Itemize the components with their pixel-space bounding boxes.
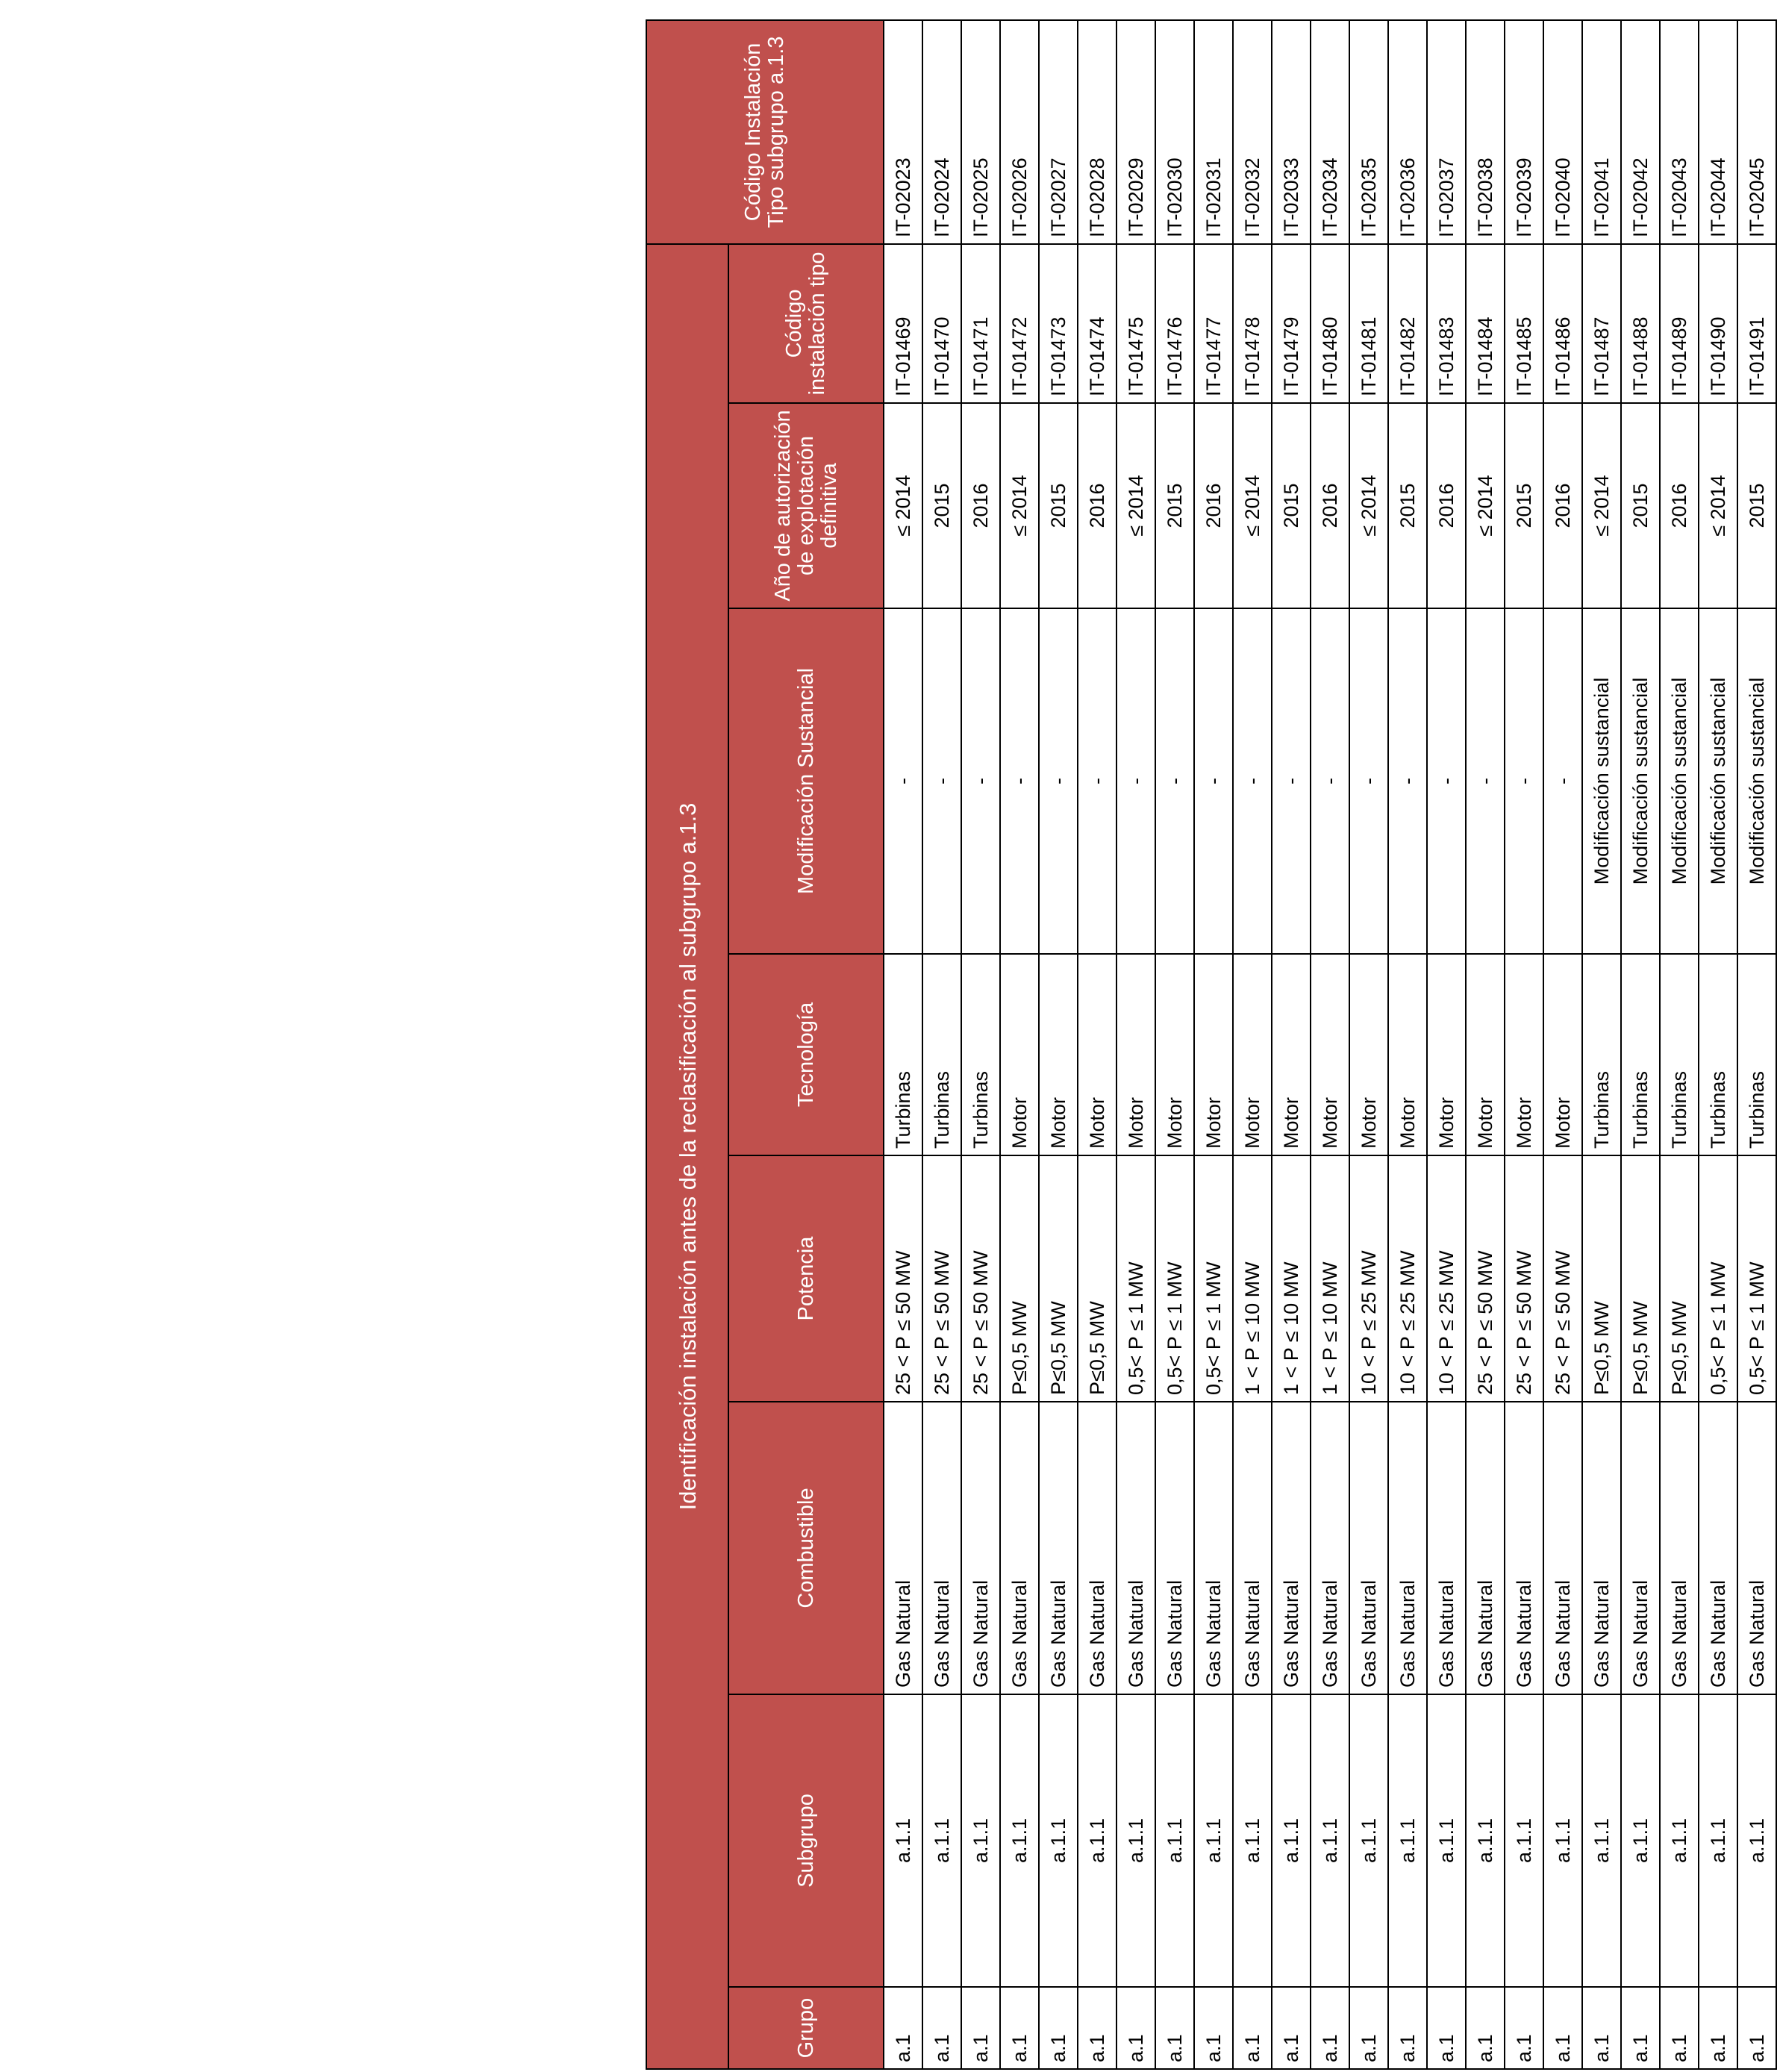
cell-modificacion: -: [1505, 608, 1543, 954]
cell-subgrupo: a.1.1: [961, 1694, 1000, 1987]
cell-codigo-tipo: IT-01475: [1117, 244, 1155, 403]
table-row: [1039, 20, 1078, 2069]
cell-potencia: P≤0,5 MW: [1078, 1155, 1117, 1402]
cell-tecnologia: Motor: [1000, 954, 1039, 1155]
cell-anio: 2016: [1543, 403, 1582, 608]
cell-modificacion: -: [1272, 608, 1311, 954]
header-anio: Año de autorización de explotación definitiva: [728, 403, 884, 608]
cell-combustible: Gas Natural: [1660, 1402, 1699, 1694]
cell-codigo-subgrupo: IT-02038: [1466, 20, 1505, 244]
cell-codigo-subgrupo: IT-02045: [1737, 20, 1776, 244]
cell-codigo-tipo: IT-01476: [1155, 244, 1194, 403]
table-body: [884, 20, 1776, 2069]
cell-subgrupo: a.1.1: [1155, 1694, 1194, 1987]
cell-tecnologia: Turbinas: [1582, 954, 1621, 1155]
cell-tecnologia: Turbinas: [884, 954, 922, 1155]
cell-anio: 2015: [922, 403, 961, 608]
cell-codigo-tipo: IT-01482: [1388, 244, 1427, 403]
cell-grupo: a.1: [1621, 1987, 1660, 2069]
cell-combustible: Gas Natural: [1427, 1402, 1466, 1694]
cell-subgrupo: a.1.1: [1388, 1694, 1427, 1987]
cell-combustible: Gas Natural: [1000, 1402, 1039, 1694]
table-row: [1621, 20, 1660, 2069]
cell-codigo-tipo: IT-01472: [1000, 244, 1039, 403]
cell-combustible: Gas Natural: [1194, 1402, 1233, 1694]
cell-codigo-subgrupo: IT-02030: [1155, 20, 1194, 244]
cell-grupo: a.1: [1505, 1987, 1543, 2069]
cell-codigo-subgrupo: IT-02024: [922, 20, 961, 244]
cell-tecnologia: Motor: [1272, 954, 1311, 1155]
cell-tecnologia: Motor: [1117, 954, 1155, 1155]
cell-codigo-tipo: IT-01474: [1078, 244, 1117, 403]
cell-potencia: 1 < P ≤ 10 MW: [1311, 1155, 1349, 1402]
cell-codigo-subgrupo: IT-02032: [1233, 20, 1272, 244]
cell-potencia: 25 < P ≤ 50 MW: [1543, 1155, 1582, 1402]
cell-codigo-tipo: IT-01473: [1039, 244, 1078, 403]
cell-anio: ≤ 2014: [1233, 403, 1272, 608]
cell-grupo: a.1: [1000, 1987, 1039, 2069]
cell-potencia: 25 < P ≤ 50 MW: [961, 1155, 1000, 1402]
cell-codigo-subgrupo: IT-02023: [884, 20, 922, 244]
cell-subgrupo: a.1.1: [1427, 1694, 1466, 1987]
cell-combustible: Gas Natural: [1582, 1402, 1621, 1694]
cell-codigo-tipo: IT-01491: [1737, 244, 1776, 403]
table-row: [1660, 20, 1699, 2069]
reclassification-table: [646, 19, 1777, 2070]
cell-potencia: 25 < P ≤ 50 MW: [1466, 1155, 1505, 1402]
cell-codigo-tipo: IT-01483: [1427, 244, 1466, 403]
rotated-table-container: [646, 21, 1768, 2070]
cell-anio: 2015: [1737, 403, 1776, 608]
cell-anio: 2015: [1505, 403, 1543, 608]
cell-codigo-tipo: IT-01471: [961, 244, 1000, 403]
cell-codigo-subgrupo: IT-02036: [1388, 20, 1427, 244]
cell-codigo-tipo: IT-01484: [1466, 244, 1505, 403]
header-subgrupo: Subgrupo: [728, 1694, 884, 1987]
cell-tecnologia: Motor: [1543, 954, 1582, 1155]
cell-potencia: 25 < P ≤ 50 MW: [884, 1155, 922, 1402]
cell-subgrupo: a.1.1: [1349, 1694, 1388, 1987]
cell-tecnologia: Turbinas: [1660, 954, 1699, 1155]
cell-codigo-subgrupo: IT-02041: [1582, 20, 1621, 244]
cell-anio: 2015: [1621, 403, 1660, 608]
cell-combustible: Gas Natural: [1388, 1402, 1427, 1694]
cell-subgrupo: a.1.1: [1078, 1694, 1117, 1987]
cell-potencia: 25 < P ≤ 50 MW: [922, 1155, 961, 1402]
cell-combustible: Gas Natural: [884, 1402, 922, 1694]
cell-combustible: Gas Natural: [1543, 1402, 1582, 1694]
cell-codigo-subgrupo: IT-02028: [1078, 20, 1117, 244]
cell-grupo: a.1: [884, 1987, 922, 2069]
cell-grupo: a.1: [1311, 1987, 1349, 2069]
cell-tecnologia: Motor: [1388, 954, 1427, 1155]
cell-combustible: Gas Natural: [922, 1402, 961, 1694]
cell-combustible: Gas Natural: [1466, 1402, 1505, 1694]
cell-combustible: Gas Natural: [961, 1402, 1000, 1694]
cell-codigo-tipo: IT-01485: [1505, 244, 1543, 403]
cell-codigo-subgrupo: IT-02043: [1660, 20, 1699, 244]
cell-subgrupo: a.1.1: [1543, 1694, 1582, 1987]
cell-grupo: a.1: [1699, 1987, 1737, 2069]
cell-combustible: Gas Natural: [1699, 1402, 1737, 1694]
cell-subgrupo: a.1.1: [1737, 1694, 1776, 1987]
cell-codigo-tipo: IT-01477: [1194, 244, 1233, 403]
table-row: [1117, 20, 1155, 2069]
cell-combustible: Gas Natural: [1039, 1402, 1078, 1694]
cell-modificacion: -: [1311, 608, 1349, 954]
cell-combustible: Gas Natural: [1311, 1402, 1349, 1694]
cell-modificacion: -: [1117, 608, 1155, 954]
cell-subgrupo: a.1.1: [1272, 1694, 1311, 1987]
cell-combustible: Gas Natural: [1272, 1402, 1311, 1694]
table-row: [1078, 20, 1117, 2069]
cell-codigo-subgrupo: IT-02042: [1621, 20, 1660, 244]
table-row: [1155, 20, 1194, 2069]
cell-tecnologia: Motor: [1466, 954, 1505, 1155]
cell-codigo-tipo: IT-01480: [1311, 244, 1349, 403]
cell-codigo-subgrupo: IT-02039: [1505, 20, 1543, 244]
cell-anio: 2015: [1155, 403, 1194, 608]
table-row: [884, 20, 922, 2069]
cell-potencia: 10 < P ≤ 25 MW: [1388, 1155, 1427, 1402]
cell-anio: 2015: [1039, 403, 1078, 608]
cell-codigo-subgrupo: IT-02027: [1039, 20, 1078, 244]
table-row: [1349, 20, 1388, 2069]
cell-combustible: Gas Natural: [1349, 1402, 1388, 1694]
cell-modificacion: -: [922, 608, 961, 954]
cell-modificacion: -: [1233, 608, 1272, 954]
cell-anio: ≤ 2014: [1582, 403, 1621, 608]
cell-potencia: 0,5< P ≤ 1 MW: [1117, 1155, 1155, 1402]
cell-codigo-tipo: IT-01470: [922, 244, 961, 403]
cell-modificacion: -: [1155, 608, 1194, 954]
cell-anio: 2015: [1388, 403, 1427, 608]
cell-codigo-subgrupo: IT-02025: [961, 20, 1000, 244]
header-codigo-tipo: Código instalación tipo: [728, 244, 884, 403]
cell-codigo-subgrupo: IT-02040: [1543, 20, 1582, 244]
cell-modificacion: -: [1000, 608, 1039, 954]
cell-tecnologia: Motor: [1078, 954, 1117, 1155]
cell-subgrupo: a.1.1: [1582, 1694, 1621, 1987]
cell-modificacion: Modificación sustancial: [1699, 608, 1737, 954]
cell-subgrupo: a.1.1: [884, 1694, 922, 1987]
cell-codigo-tipo: IT-01486: [1543, 244, 1582, 403]
cell-potencia: P≤0,5 MW: [1582, 1155, 1621, 1402]
cell-combustible: Gas Natural: [1621, 1402, 1660, 1694]
cell-potencia: P≤0,5 MW: [1000, 1155, 1039, 1402]
cell-tecnologia: Motor: [1311, 954, 1349, 1155]
cell-modificacion: -: [1466, 608, 1505, 954]
cell-subgrupo: a.1.1: [1466, 1694, 1505, 1987]
cell-anio: 2016: [1194, 403, 1233, 608]
cell-anio: 2016: [1078, 403, 1117, 608]
cell-tecnologia: Turbinas: [1737, 954, 1776, 1155]
cell-codigo-subgrupo: IT-02026: [1000, 20, 1039, 244]
cell-potencia: 1 < P ≤ 10 MW: [1233, 1155, 1272, 1402]
cell-subgrupo: a.1.1: [1194, 1694, 1233, 1987]
cell-modificacion: -: [1039, 608, 1078, 954]
cell-anio: ≤ 2014: [1117, 403, 1155, 608]
header-modificacion: Modificación Sustancial: [728, 608, 884, 954]
cell-codigo-tipo: IT-01478: [1233, 244, 1272, 403]
cell-modificacion: Modificación sustancial: [1582, 608, 1621, 954]
table-row: [1311, 20, 1349, 2069]
cell-modificacion: Modificación sustancial: [1737, 608, 1776, 954]
cell-anio: 2015: [1272, 403, 1311, 608]
cell-grupo: a.1: [1155, 1987, 1194, 2069]
table-row: [961, 20, 1000, 2069]
table-row: [1272, 20, 1311, 2069]
cell-grupo: a.1: [961, 1987, 1000, 2069]
cell-potencia: 10 < P ≤ 25 MW: [1427, 1155, 1466, 1402]
cell-subgrupo: a.1.1: [1233, 1694, 1272, 1987]
cell-subgrupo: a.1.1: [1000, 1694, 1039, 1987]
cell-anio: ≤ 2014: [1000, 403, 1039, 608]
cell-codigo-tipo: IT-01490: [1699, 244, 1737, 403]
cell-codigo-subgrupo: IT-02031: [1194, 20, 1233, 244]
cell-grupo: a.1: [1272, 1987, 1311, 2069]
cell-tecnologia: Turbinas: [922, 954, 961, 1155]
cell-modificacion: -: [1078, 608, 1117, 954]
cell-potencia: 0,5< P ≤ 1 MW: [1699, 1155, 1737, 1402]
cell-grupo: a.1: [1466, 1987, 1505, 2069]
cell-grupo: a.1: [1194, 1987, 1233, 2069]
cell-grupo: a.1: [1660, 1987, 1699, 2069]
cell-grupo: a.1: [1543, 1987, 1582, 2069]
cell-subgrupo: a.1.1: [1311, 1694, 1349, 1987]
table-row: [1427, 20, 1466, 2069]
cell-anio: ≤ 2014: [884, 403, 922, 608]
group-header: Identificación instalación antes de la reclasificación al subgrupo a.1.3: [646, 244, 728, 2069]
cell-subgrupo: a.1.1: [1039, 1694, 1078, 1987]
cell-tecnologia: Motor: [1427, 954, 1466, 1155]
cell-subgrupo: a.1.1: [1621, 1694, 1660, 1987]
cell-grupo: a.1: [1349, 1987, 1388, 2069]
cell-subgrupo: a.1.1: [922, 1694, 961, 1987]
cell-modificacion: -: [1427, 608, 1466, 954]
cell-codigo-tipo: IT-01489: [1660, 244, 1699, 403]
header-tecnologia: Tecnología: [728, 954, 884, 1155]
cell-tecnologia: Motor: [1233, 954, 1272, 1155]
cell-combustible: Gas Natural: [1505, 1402, 1543, 1694]
cell-combustible: Gas Natural: [1117, 1402, 1155, 1694]
cell-potencia: P≤0,5 MW: [1660, 1155, 1699, 1402]
table-row: [1505, 20, 1543, 2069]
header-potencia: Potencia: [728, 1155, 884, 1402]
cell-anio: 2016: [961, 403, 1000, 608]
cell-modificacion: -: [1349, 608, 1388, 954]
cell-codigo-subgrupo: IT-02029: [1117, 20, 1155, 244]
cell-anio: ≤ 2014: [1699, 403, 1737, 608]
cell-codigo-tipo: IT-01469: [884, 244, 922, 403]
cell-combustible: Gas Natural: [1233, 1402, 1272, 1694]
cell-subgrupo: a.1.1: [1660, 1694, 1699, 1987]
cell-anio: 2016: [1311, 403, 1349, 608]
cell-potencia: 0,5< P ≤ 1 MW: [1737, 1155, 1776, 1402]
cell-codigo-subgrupo: IT-02035: [1349, 20, 1388, 244]
cell-codigo-tipo: IT-01487: [1582, 244, 1621, 403]
cell-codigo-tipo: IT-01488: [1621, 244, 1660, 403]
cell-tecnologia: Motor: [1194, 954, 1233, 1155]
cell-tecnologia: Motor: [1349, 954, 1388, 1155]
table-row: [1466, 20, 1505, 2069]
cell-grupo: a.1: [1078, 1987, 1117, 2069]
cell-modificacion: -: [1194, 608, 1233, 954]
table-row: [1194, 20, 1233, 2069]
cell-modificacion: -: [961, 608, 1000, 954]
table-row: [1543, 20, 1582, 2069]
cell-modificacion: Modificación sustancial: [1660, 608, 1699, 954]
cell-potencia: P≤0,5 MW: [1621, 1155, 1660, 1402]
cell-anio: ≤ 2014: [1466, 403, 1505, 608]
cell-subgrupo: a.1.1: [1505, 1694, 1543, 1987]
cell-potencia: P≤0,5 MW: [1039, 1155, 1078, 1402]
cell-codigo-tipo: IT-01479: [1272, 244, 1311, 403]
cell-combustible: Gas Natural: [1155, 1402, 1194, 1694]
cell-tecnologia: Motor: [1039, 954, 1078, 1155]
cell-anio: ≤ 2014: [1349, 403, 1388, 608]
cell-potencia: 25 < P ≤ 50 MW: [1505, 1155, 1543, 1402]
cell-modificacion: -: [1543, 608, 1582, 954]
cell-subgrupo: a.1.1: [1117, 1694, 1155, 1987]
cell-potencia: 1 < P ≤ 10 MW: [1272, 1155, 1311, 1402]
cell-codigo-subgrupo: IT-02033: [1272, 20, 1311, 244]
header-grupo: Grupo: [728, 1987, 884, 2069]
cell-grupo: a.1: [1582, 1987, 1621, 2069]
table-row: [1582, 20, 1621, 2069]
cell-tecnologia: Motor: [1505, 954, 1543, 1155]
cell-grupo: a.1: [1039, 1987, 1078, 2069]
cell-subgrupo: a.1.1: [1699, 1694, 1737, 1987]
cell-anio: 2016: [1660, 403, 1699, 608]
cell-codigo-tipo: IT-01481: [1349, 244, 1388, 403]
cell-tecnologia: Turbinas: [1699, 954, 1737, 1155]
table-row: [1000, 20, 1039, 2069]
table-row: [1699, 20, 1737, 2069]
cell-modificacion: -: [1388, 608, 1427, 954]
table-row: [922, 20, 961, 2069]
cell-potencia: 0,5< P ≤ 1 MW: [1194, 1155, 1233, 1402]
cell-potencia: 0,5< P ≤ 1 MW: [1155, 1155, 1194, 1402]
cell-tecnologia: Motor: [1155, 954, 1194, 1155]
cell-grupo: a.1: [922, 1987, 961, 2069]
cell-grupo: a.1: [1737, 1987, 1776, 2069]
cell-modificacion: -: [884, 608, 922, 954]
cell-codigo-subgrupo: IT-02037: [1427, 20, 1466, 244]
cell-modificacion: Modificación sustancial: [1621, 608, 1660, 954]
table-row: [1233, 20, 1272, 2069]
cell-combustible: Gas Natural: [1737, 1402, 1776, 1694]
header-codigo-subgrupo: Código Instalación Tipo subgrupo a.1.3: [646, 20, 884, 244]
cell-grupo: a.1: [1427, 1987, 1466, 2069]
cell-codigo-subgrupo: IT-02034: [1311, 20, 1349, 244]
cell-codigo-subgrupo: IT-02044: [1699, 20, 1737, 244]
cell-tecnologia: Turbinas: [1621, 954, 1660, 1155]
cell-potencia: 10 < P ≤ 25 MW: [1349, 1155, 1388, 1402]
cell-grupo: a.1: [1117, 1987, 1155, 2069]
header-combustible: Combustible: [728, 1402, 884, 1694]
table-row: [1388, 20, 1427, 2069]
cell-combustible: Gas Natural: [1078, 1402, 1117, 1694]
cell-grupo: a.1: [1388, 1987, 1427, 2069]
cell-tecnologia: Turbinas: [961, 954, 1000, 1155]
table-row: [1737, 20, 1776, 2069]
cell-grupo: a.1: [1233, 1987, 1272, 2069]
cell-anio: 2016: [1427, 403, 1466, 608]
